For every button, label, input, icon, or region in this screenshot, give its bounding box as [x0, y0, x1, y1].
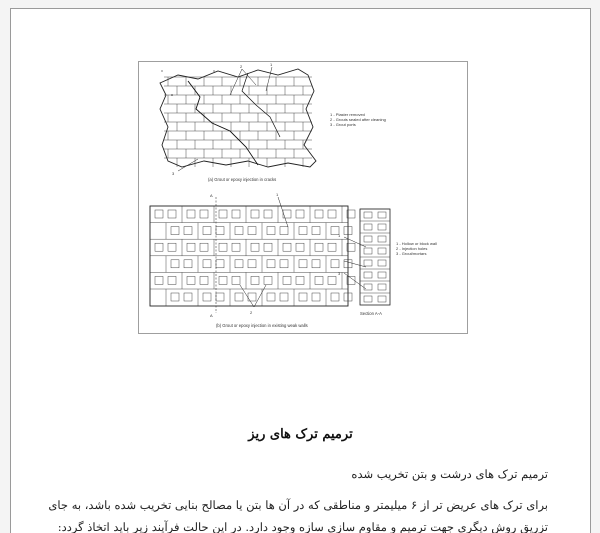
bottom-legend-2: 2 - Injection holes [396, 246, 428, 251]
label-2-bottom: 2 [250, 310, 253, 315]
section-marker-top: A [210, 193, 213, 198]
paragraph-line-1: برای ترک های عریض تر از ۶ میلیمتر و مناطقی که در آن ها بتن یا مصالح بنایی تخریب شده باشد، به جای [48, 498, 548, 512]
section-caption: Section A-A [360, 311, 382, 316]
document-page [10, 8, 591, 533]
section-marker-bottom: A [210, 313, 213, 318]
label-1-top: 1 [270, 62, 273, 67]
top-legend-2: 2 - Grouts sealed after cleaning [330, 117, 386, 122]
section-heading: ترمیم ترک های ریز [248, 427, 353, 442]
label-1-section: 1 [338, 233, 341, 238]
label-1-bottom: 1 [276, 192, 279, 197]
label-3-top: 3 [172, 171, 175, 176]
wall-injection-figure [138, 61, 468, 334]
bottom-legend-3: 3 - Grout/mortars [396, 251, 427, 256]
paragraph-line-2: تزریق روش دیگری جهت ترمیم و مقاوم سازی سازه وجود دارد. در این حالت فرآیند زیر باید اتخاذ گردد: [57, 520, 548, 533]
bottom-caption: (b) Grout or epoxy injection in existing weak walls [216, 323, 308, 328]
wall-diagram [138, 61, 468, 334]
top-legend-1: 1 - Plaster removed [330, 112, 365, 117]
figure-reflection [138, 335, 468, 405]
top-caption: (a) Grout or epoxy injection in cracks [208, 177, 277, 182]
label-2-top: 2 [240, 64, 243, 69]
top-legend-3: 3 - Grout ports [330, 122, 356, 127]
label-3-section: 3 [338, 271, 341, 276]
bottom-legend-1: 1 - Hollow or block wall [396, 241, 437, 246]
paragraph-subheading: ترمیم ترک های درشت و بتن تخریب شده [351, 467, 548, 481]
